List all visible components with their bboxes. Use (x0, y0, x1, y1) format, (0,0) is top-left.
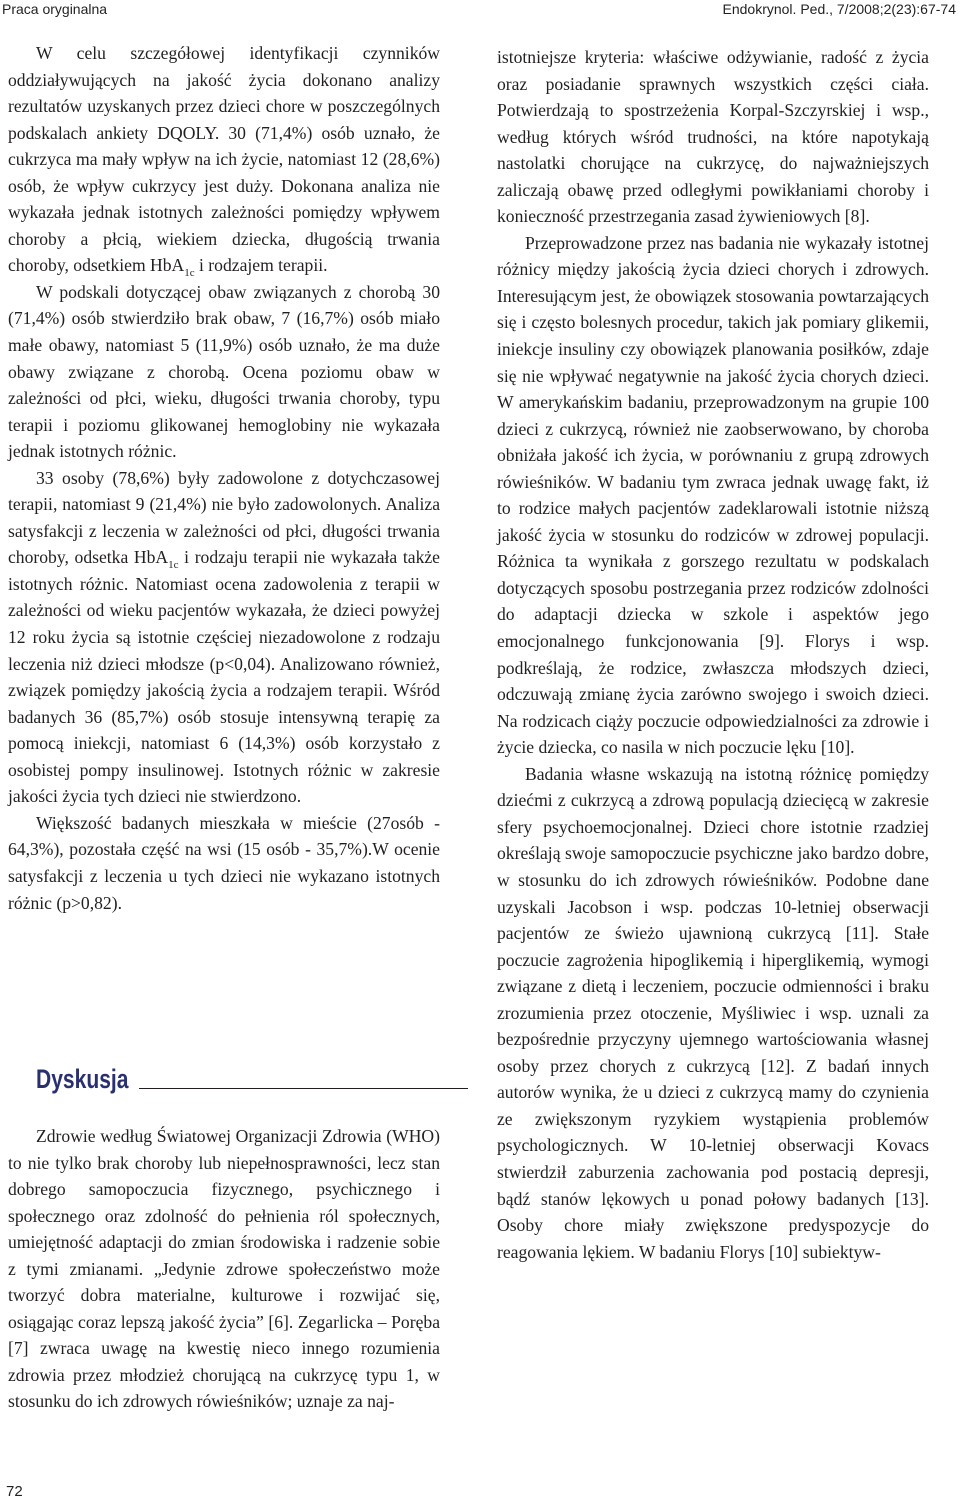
article-type-label: Praca oryginalna (2, 1, 108, 17)
left-column (8, 40, 440, 916)
paragraph: Przeprowadzone przez nas badania nie wykazały istotnej różnicy między jakością życia dzieci chorych i zdrowych. Interesującym jest, że obowiązek stosowania powtarzających się i często bolesnych procedur, takich jak pomiary glikemii, iniekcje insuliny czy obowiązek planowania posiłków, zdaje się nie wpływać negatywnie na jakość życia chorych dzieci. W amerykańskim badaniu, przeprowadzonym na grupie 100 dzieci z cukrzycą, również nie zaobserwowano, by choroba obniżała jakość ich życia, w porównaniu z grupą zdrowych rówieśników. W badaniu tym zwraca jednak uwagę fakt, iż to rodzice małych pacjentów zadeklarowali istotnie niższą jakość życia w stosunku do rodziców w zdrowej populacji. Różnica ta wynikała z gorszego rezultatu w podskalach dotyczących sposobu postrzegania przez rodziców zdolności do adaptacji dziecka w szkole i aspektów jego emocjonalnego funkcjonowania [9]. Florys i wsp. podkreślają, że rodzice, zwłaszcza młodszych dzieci, odczuwają zmianę życia zarówno swojego i swoich dzieci. Na rodzicach ciąży poczucie odpowiedzialności za zdrowie i życie dziecka, co nasila w nich poczucie lęku [10]. (497, 232, 929, 758)
paragraph: W celu szczegółowej identyfikacji czynników oddziaływujących na jakość życia dokonano analizy rezultatów uzyskanych przez dzieci chore w poszczególnych podskalach ankiety DQOLY. 30 (71,4%) osób uznało, że cukrzyca ma mały wpływ na ich życie, natomiast 12 (28,6%) osób, że wpływ cukrzycy jest duży. Dokonana analiza nie wykazała jednak istotnych zależności pomiędzy wpływem choroby a płcią, wiekiem dziecka, długością trwania choroby, odsetkiem HbA$_{1c}$ i rodzajem terapii. (8, 43, 440, 280)
journal-citation: Endokrynol. Ped., 7/2008;2(23):67-74 (722, 1, 956, 17)
paragraph: istotniejsze kryteria: właściwe odżywianie, radość z życia oraz posiadanie sprawnych wszystkich części ciała. Potwierdzają to spostrzeżenia Korpal-Szczyrskiej i wsp., według których wśród trudności, na które napotykają nastolatki chorujące na cukrzycę, do najważniejszych zaliczają obawę przed odległymi powikłaniami choroby i konieczność przestrzegania zasad żywieniowych [8]. (497, 47, 929, 227)
section-title: Dyskusja (36, 1064, 129, 1094)
page-number: 72 (6, 1483, 23, 1500)
paragraph: W podskali dotyczącej obaw związanych z chorobą 30 (71,4%) osób stwierdziło brak obaw, 7 (16,7%) osób miało małe obawy, natomiast 5 (11,9%) osób uznało, że ma duże obawy związane z chorobą. Ocena poziomu obaw w zależności od płci, wieku, długości trwania choroby, typu terapii i poziomu glikowanej hemoglobiny nie wykazała jednak istotnych różnic. (8, 281, 440, 462)
section-heading (36, 1063, 468, 1095)
subscript: 1c (168, 559, 179, 572)
running-header (0, 0, 960, 24)
paragraph: Zdrowie według Światowej Organizacji Zdrowia (WHO) to nie tylko brak choroby lub niepełnosprawności, lecz stan dobrego samopoczucia fizycznego, psychicznego i społecznego oraz zdolność do pełnienia ról społecznych, umiejętność adaptacji do zmian środowiska i radzenie sobie z tymi zmianami. „Jedynie zdrowe społeczeństwo może tworzyć dobra materialne, kulturowe i rozwijać się, osiągając coraz lepszą jakość życia” [6]. Zegarlicka – Poręba [7] zwraca uwagę na kwestię nieco innego rozumienia zdrowia przez młodzież chorującą na cukrzycę typu 1, w stosunku do ich zdrowych rówieśników; uznaje za naj- (8, 1126, 440, 1412)
paragraph: 33 osoby (78,6%) były zadowolone z dotychczasowej terapii, natomiast 9 (21,4%) nie było zadowolonych. Analiza satysfakcji z leczenia w zależności od płci, długości trwania choroby, odsetka HbA$_{1c}$ i rodzaju terapii nie wykazała także istotnych różnic. Natomiast ocena zadowolenia z terapii w zależności od wieku pacjentów wykazała, że dzieci powyżej 12 roku życia są istotnie częściej niezadowolone z rodzaju leczenia niż dzieci młodsze (p<0,04). Analizowano również, związek pomiędzy jakością życia a rodzajem terapii. Wśród badanych 36 (85,7%) osób stosuje intensywną terapię za pomocą iniekcji, natomiast 6 (14,3%) osób korzystało z osobistej pompy insulinowej. Istotnych różnic w zakresie jakości życia tych dzieci nie stwierdzono. (8, 467, 440, 807)
discussion-column (8, 1123, 440, 1415)
subscript: 1c (184, 267, 195, 280)
paragraph: Większość badanych mieszkała w mieście (27osób - 64,3%), pozostała część na wsi (15 osób - 35,7%).W ocenie satysfakcji z leczenia u tych dzieci nie wykazano istotnych różnic (p>0,82). (8, 812, 440, 913)
paragraph: Badania własne wskazują na istotną różnicę pomiędzy dziećmi z cukrzycą a zdrową populacją dziecięcą w zakresie sfery psychoemocjonalnej. Dzieci chore istotnie rzadziej określają swoje samopoczucie psychiczne jako bardzo dobre, w stosunku do ich zdrowych rówieśników. Podobne dane uzyskali Jacobson i wsp. podczas 10-letniej obserwacji pacjentów ze świeżo ujawnioną cukrzycą [11]. Stałe poczucie zagrożenia hipoglikemią i hiperglikemią, wymogi związane z dietą i leczeniem, poczucie odmienności i braku zrozumienia przez otoczenie, Myśliwiec i wsp. uznali za bezpośrednie przyczyny ujemnego wartościowania własnej osoby przez chorych z cukrzycą [12]. Z badań innych autorów wynika, że u dzieci z cukrzycą mamy do czynienia ze zwiększonym ryzykiem wystąpienia problemów psychologicznych. W 10-letniej obserwacji Kovacs stwierdził zaburzenia zachowania pod postacią depresji, bądź stanów lękowych u ponad połowy badanych [13]. Osoby chore miały zwiększone predyspozycje do reagowania lękiem. W badaniu Florys [10] subiektyw- (497, 763, 929, 1262)
right-column (497, 44, 929, 1265)
heading-rule (139, 1088, 468, 1089)
